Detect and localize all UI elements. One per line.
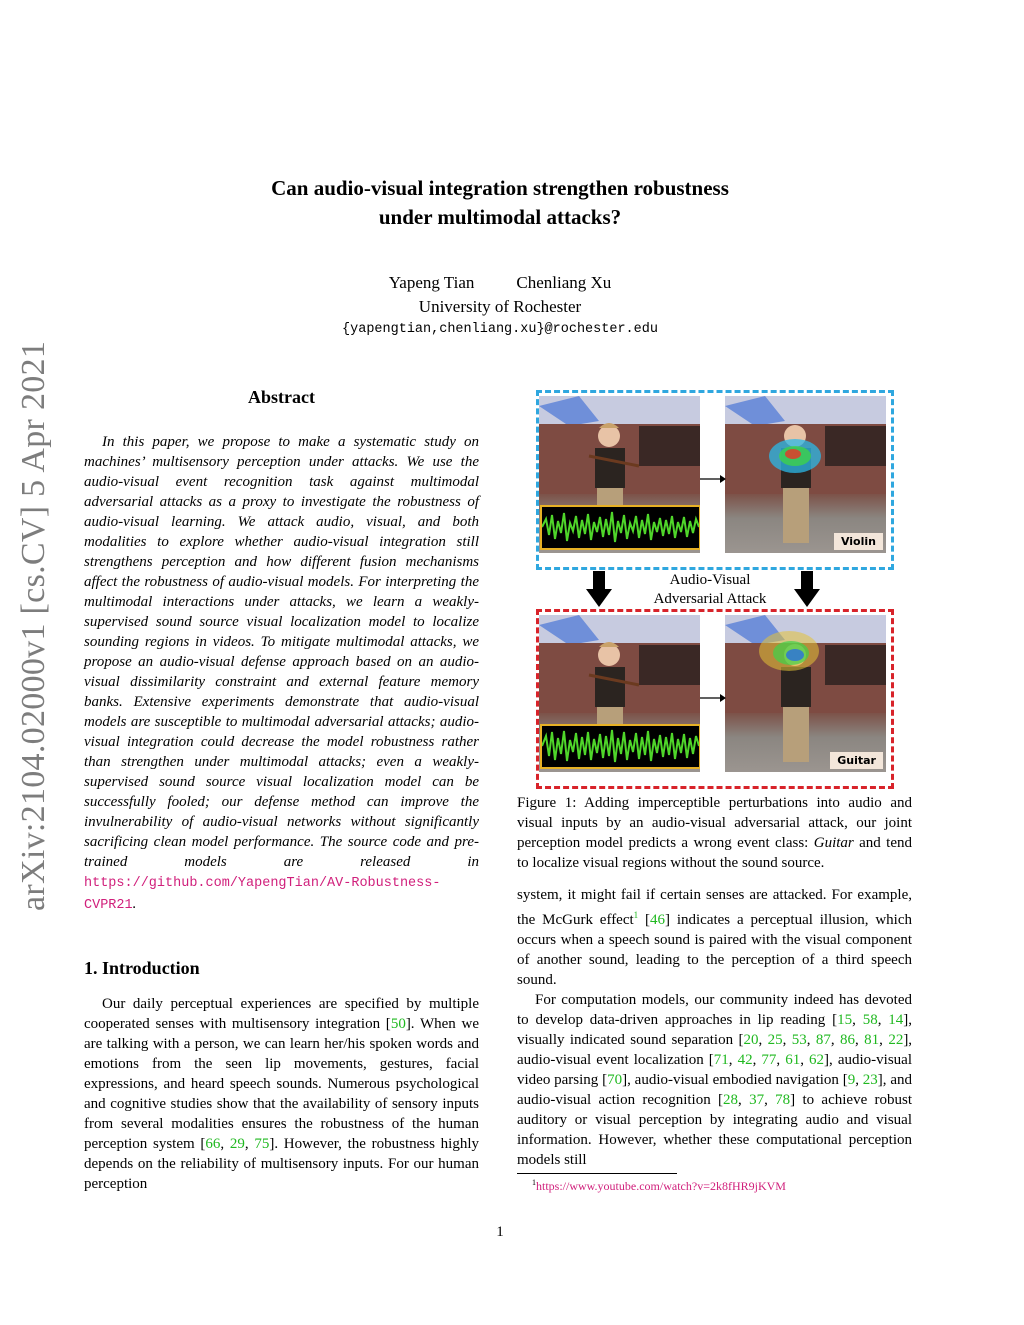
- citation[interactable]: 15: [837, 1012, 853, 1028]
- attack-label: [640, 571, 780, 609]
- citation[interactable]: 53: [791, 1032, 807, 1048]
- citation[interactable]: 20: [743, 1032, 759, 1048]
- citation[interactable]: 78: [775, 1092, 791, 1108]
- arrow-right-icon: [700, 692, 726, 704]
- waveform-graphic: [542, 507, 699, 548]
- citation[interactable]: 70: [607, 1072, 623, 1088]
- citation[interactable]: 29: [229, 1136, 245, 1152]
- video-frame-clean-prediction: [725, 396, 886, 553]
- abstract-heading: Abstract: [248, 387, 315, 407]
- title-line-2: under multimodal attacks?: [378, 205, 622, 229]
- abstract-text: In this paper, we propose to make a systematic study on machines’ multisensory perception under attacks. We use the audio-visual event recognition task against multimodal adversarial attacks as a proxy to investigate the robustness of audio-visual learning. We attack audio, visual, and both modalities to explore whether audio-visual integration still strengthens perception and how different fusion mechanisms affect the robustness of audio-visual models. For interpreting the multimodal interactions under attacks, we learn a weakly-supervised sound source visual localization model to localize sounding regions in videos. To mitigate multimodal attacks, we propose an audio-visual defense approach based on an audio-visual dissimilarity constraint and external feature memory banks. Extensive experiments demonstrate that audio-visual models are susceptible to multimodal adversarial attacks; audio-visual integration could decrease the model robustness rather than strengthen under multimodal attacks; even a weakly-supervised sound source visual localization model can be successfully fooled; our defense method can improve the invulnerability of audio-visual networks without significantly sacrificing clean model performance. The source code and pre-trained models are released in: [84, 434, 479, 870]
- intro-text: Our daily perceptual experiences are specified by multiple cooperated senses with multisensory integration [: [84, 996, 479, 1032]
- prediction-label-guitar: Guitar: [830, 752, 883, 769]
- citation[interactable]: 77: [761, 1052, 777, 1068]
- child-violin-heatmap-illustration: [725, 396, 886, 553]
- intro-text: ]. However, the robustness highly depends on the reliability of multisensory inputs. For our human perception: [84, 1136, 480, 1192]
- intro-text: ]. When we are talking with a person, we can learn her/his spoken words and emotions from the seen lip movements, gestures, facial expressions, and heard speech sounds. Numerous psychological and cognitive studies show that the availability of sensory inputs from several modalities ensures the robustness of the human perception system [: [84, 1016, 480, 1152]
- audio-waveform-attacked: [540, 724, 700, 769]
- body-text: ], and audio-visual action recognition [: [517, 1072, 912, 1108]
- citation[interactable]: 75: [254, 1136, 270, 1152]
- abstract-end: .: [132, 896, 137, 912]
- page-number: 1: [496, 1224, 504, 1240]
- footnote-link[interactable]: https://www.youtube.com/watch?v=2k8fHR9jKVM: [536, 1179, 786, 1193]
- prediction-label-violin: Violin: [834, 533, 883, 550]
- citation[interactable]: 58: [862, 1012, 878, 1028]
- citation[interactable]: 71: [713, 1052, 729, 1068]
- video-frame-clean-input: [539, 396, 700, 553]
- attack-label-line-2: Adversarial Attack: [653, 591, 767, 607]
- citation[interactable]: 37: [749, 1092, 765, 1108]
- attack-label-line-1: Audio-Visual: [669, 572, 751, 588]
- citation[interactable]: 23: [862, 1072, 878, 1088]
- citation[interactable]: 87: [815, 1032, 831, 1048]
- footnote-rule: [517, 1173, 677, 1174]
- citation[interactable]: 62: [809, 1052, 825, 1068]
- body-text: system, it might fail if certain senses are attacked. For example, the McGurk effect: [517, 887, 912, 928]
- citation[interactable]: 50: [390, 1016, 406, 1032]
- authors: [0, 271, 1000, 294]
- citation[interactable]: 61: [785, 1052, 801, 1068]
- footnote: [532, 1178, 786, 1194]
- body-text: ], audio-visual embodied navigation [: [622, 1072, 848, 1088]
- arrow-right-icon: [700, 473, 726, 485]
- body-text: ] to achieve robust auditory or visual perception by integrating audio and visual information. However, whether these computational perception models still: [517, 1092, 913, 1168]
- citation[interactable]: 46: [650, 912, 665, 928]
- citation[interactable]: 81: [864, 1032, 880, 1048]
- arxiv-stamp: arXiv:2104.02000v1 [cs.CV] 5 Apr 2021: [15, 340, 52, 911]
- arrow-down-icon: [586, 571, 612, 607]
- video-frame-attacked-input: [539, 615, 700, 772]
- citation[interactable]: 66: [205, 1136, 221, 1152]
- video-frame-attacked-prediction: [725, 615, 886, 772]
- citation[interactable]: 28: [723, 1092, 739, 1108]
- citation[interactable]: 86: [840, 1032, 856, 1048]
- body-text: ], audio-visual event localization [: [517, 1032, 913, 1068]
- arrow-down-icon: [794, 571, 820, 607]
- body-text: ] indicates a perceptual illusion, which occurs when a speech sound is paired with the visual component of another sound, leading to the perception of a third speech sound.: [517, 912, 912, 988]
- audio-waveform-clean: [540, 505, 700, 550]
- footnote-number: 1: [532, 1178, 536, 1187]
- citation[interactable]: 9: [847, 1072, 856, 1088]
- affiliation: University of Rochester: [418, 297, 582, 316]
- right-column-text: system, it might fail if certain senses are attacked. For example, the McGurk effect$^1$ [46] indicates a perceptual illusion, which occurs when a speech sound is paired with the visual component of another sound, leading to the perception of a third speech sound. For computation models, our community indeed has devoted to develop data-driven approaches in lip reading [15, 58, 14], visually indicated sound separation [20, 25, 53, 87, 86, 81, 22], audio-visual event localization [71, 42, 77, 61, 62], audio-visual video parsing [70], audio-visual embodied navigation [9, 23], and audio-visual action recognition [28, 37, 78] to achieve robust auditory or visual perception by integrating audio and visual information. However, whether these computational perception models still: [517, 887, 913, 1168]
- author-2: Chenliang Xu: [516, 273, 612, 292]
- paper-title: [0, 174, 1000, 232]
- body-text: For computation models, our community indeed has devoted to develop data-driven approaches in lip reading [: [517, 992, 912, 1028]
- caption-text: and tend to localize visual regions without the sound source.: [517, 835, 912, 871]
- body-text: ], visually indicated sound separation [: [517, 1012, 913, 1048]
- author-1: Yapeng Tian: [388, 273, 475, 292]
- section-heading-introduction: 1. Introduction: [84, 958, 200, 978]
- caption-text: Figure 1: Adding imperceptible perturbations into audio and visual inputs by an audio-visual adversarial attack, our joint perception model predicts a wrong event class:: [517, 795, 912, 851]
- introduction-paragraph: Our daily perceptual experiences are specified by multiple cooperated senses with multisensory integration [50]. When we are talking with a person, we can learn her/his spoken words and emotions from the seen lip movements, gestures, facial expressions, and heard speech sounds. Numerous psychological and cognitive studies show that the availability of sensory inputs from several modalities ensures the robustness of the human perception system [66, 29, 75]. However, the robustness highly depends on the reliability of multisensory inputs. For our human perception: [84, 996, 480, 1192]
- figure-caption: [517, 793, 912, 873]
- abstract-body: [84, 432, 479, 916]
- citation[interactable]: 14: [888, 1012, 904, 1028]
- citation[interactable]: 42: [737, 1052, 753, 1068]
- waveform-graphic: [542, 726, 699, 767]
- title-line-1: Can audio-visual integration strengthen robustness: [271, 176, 729, 200]
- author-email: {yapengtian,chenliang.xu}@rochester.edu: [342, 322, 658, 337]
- caption-emphasis: Guitar: [813, 835, 854, 851]
- citation[interactable]: 25: [767, 1032, 783, 1048]
- child-guitar-heatmap-illustration: [725, 615, 886, 772]
- footnote-marker[interactable]: 1: [633, 910, 639, 920]
- code-link[interactable]: https://github.com/YapengTian/AV-Robustness-CVPR21: [84, 876, 441, 913]
- citation[interactable]: 22: [888, 1032, 904, 1048]
- body-text: ], audio-visual video parsing [: [517, 1052, 912, 1088]
